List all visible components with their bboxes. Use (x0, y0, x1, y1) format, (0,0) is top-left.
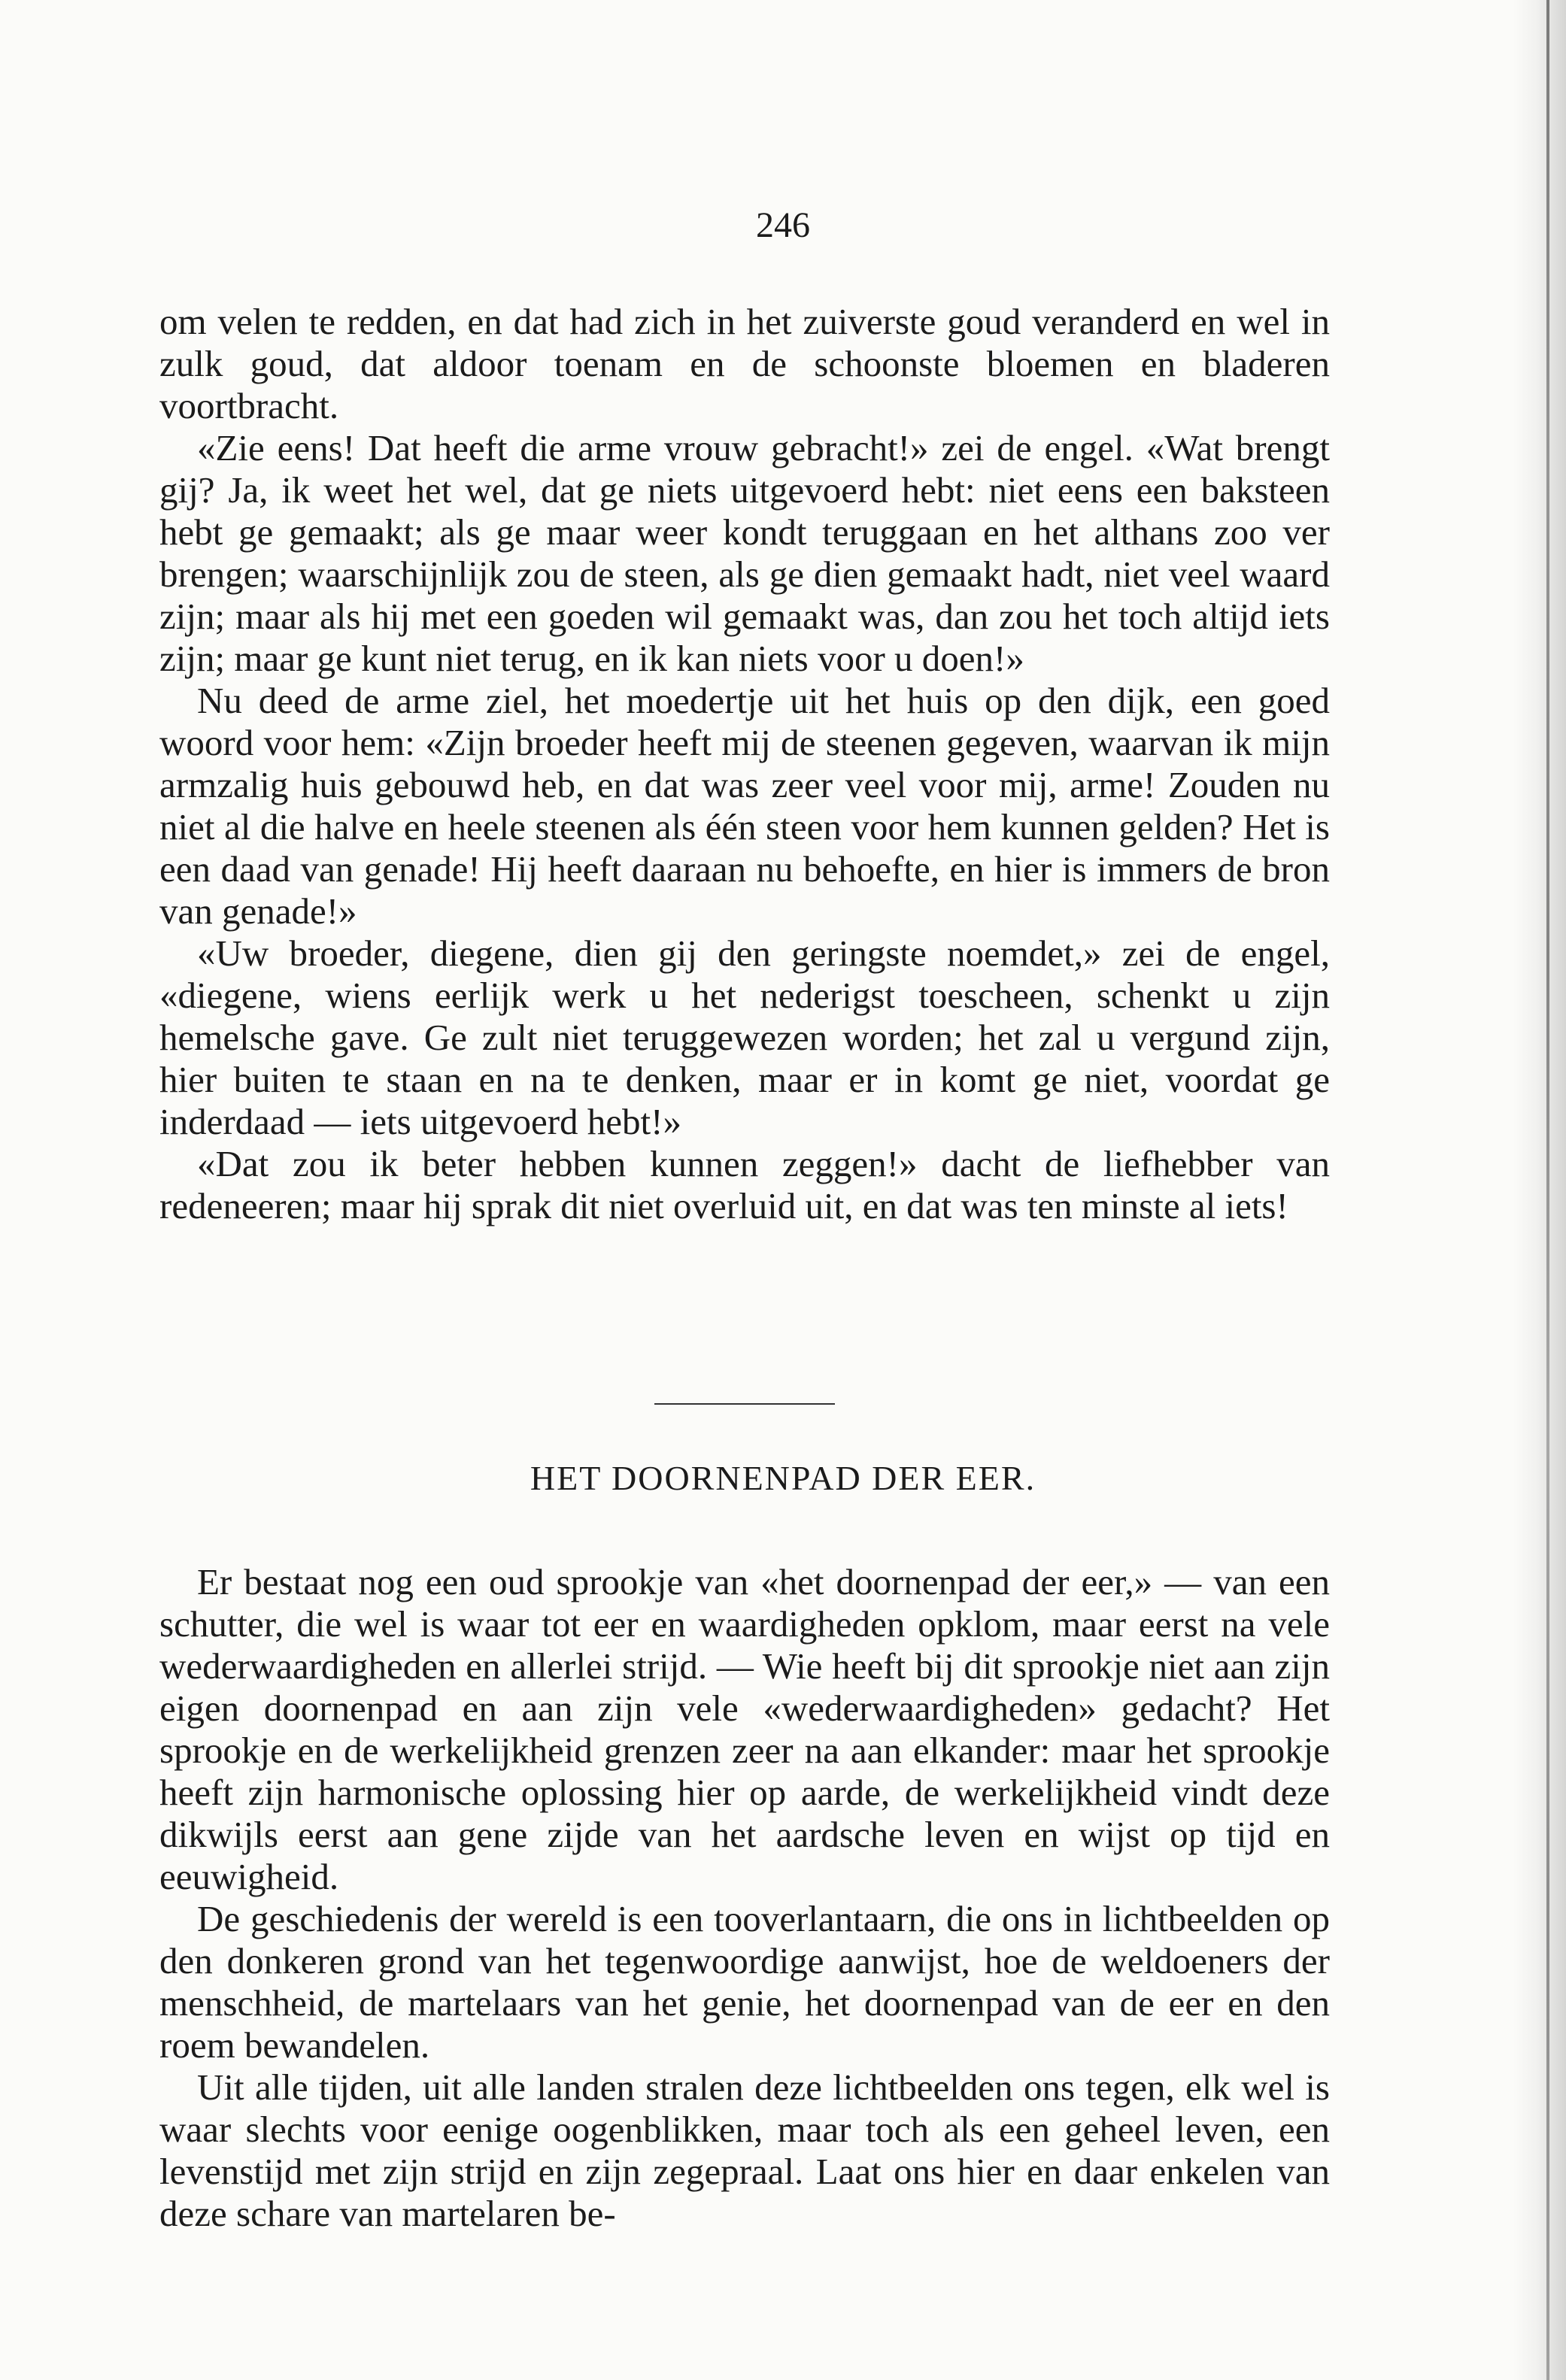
paragraph: Nu deed de arme ziel, het moedertje uit het huis op den dijk, een goed woord voor hem: «Zijn broeder heeft mij de steenen gegeven, waarvan ik mijn armzalig huis gebouwd heb, en dat was zeer veel voor mij, arme! Zouden nu niet al die halve en heele steenen als één steen voor hem kunnen gelden? Het is een daad van genade! Hij heeft daaraan nu behoefte, en hier is immers de bron van genade!» (159, 680, 1330, 932)
bottom-text-section (159, 1561, 1330, 2235)
scan-binding-line (1546, 0, 1549, 2380)
paragraph: «Uw broeder, diegene, dien gij den geringste noemdet,» zei de engel, «diegene, wiens eerlijk werk u het nederigst toescheen, schenkt u zijn hemelsche gave. Ge zult niet teruggewezen worden; het zal u vergund zijn, hier buiten te staan en na te denken, maar er in komt ge niet, voordat ge inderdaad — iets uitgevoerd hebt!» (159, 932, 1330, 1142)
paragraph: «Zie eens! Dat heeft die arme vrouw gebracht!» zei de engel. «Wat brengt gij? Ja, ik weet het wel, dat ge niets uitgevoerd hebt: niet eens een baksteen hebt ge gemaakt; als ge maar weer kondt teruggaan en het althans zoo ver brengen; waarschijnlijk zou de steen, als ge dien gemaakt hadt, niet veel waard zijn; maar als hij met een goeden wil gemaakt was, dan zou het toch altijd iets zijn; maar ge kunt niet terug, en ik kan niets voor u doen!» (159, 427, 1330, 679)
scan-edge-shadow (1513, 0, 1566, 2380)
paragraph: «Dat zou ik beter hebben kunnen zeggen!» dacht de liefhebber van redeneeren; maar hij sprak dit niet overluid uit, en dat was ten minste al iets! (159, 1143, 1330, 1226)
paragraph: De geschiedenis der wereld is een tooverlantaarn, die ons in lichtbeelden op den donkeren grond van het tegenwoordige aanwijst, hoe de weldoeners der menschheid, de martelaars van het genie, het doornenpad van de eer en den roem bewandelen. (159, 1898, 1330, 2066)
top-text-section (159, 301, 1330, 1227)
page-number: 246 (756, 205, 810, 245)
paragraph: om velen te redden, en dat had zich in het zuiverste goud veranderd en wel in zulk goud, dat aldoor toenam en de schoonste bloemen en bladeren voortbracht. (159, 301, 1330, 426)
paragraph: Er bestaat nog een oud sprookje van «het doornenpad der eer,» — van een schutter, die wel is waar tot eer en waardigheden opklom, maar eerst na vele wederwaardigheden en allerlei strijd. — Wie heeft bij dit sprookje niet aan zijn eigen doornenpad en aan zijn vele «wederwaardigheden» gedacht? Het sprookje en de werkelijkheid grenzen zeer na aan elkander: maar het sprookje heeft zijn harmonische oplossing hier op aarde, de werkelijkheid vindt deze dikwijls eerst aan gene zijde van het aardsche leven en wijst op tijd en eeuwigheid. (159, 1561, 1330, 1897)
paragraph: Uit alle tijden, uit alle landen stralen deze lichtbeelden ons tegen, elk wel is waar slechts voor eenige oogenblikken, maar toch als een geheel leven, een levenstijd met zijn strijd en zijn zegepraal. Laat ons hier en daar enkelen van deze schare van martelaren be- (159, 2066, 1330, 2234)
section-divider (654, 1403, 835, 1405)
section-heading: HET DOORNENPAD DER EER. (530, 1459, 1036, 1497)
